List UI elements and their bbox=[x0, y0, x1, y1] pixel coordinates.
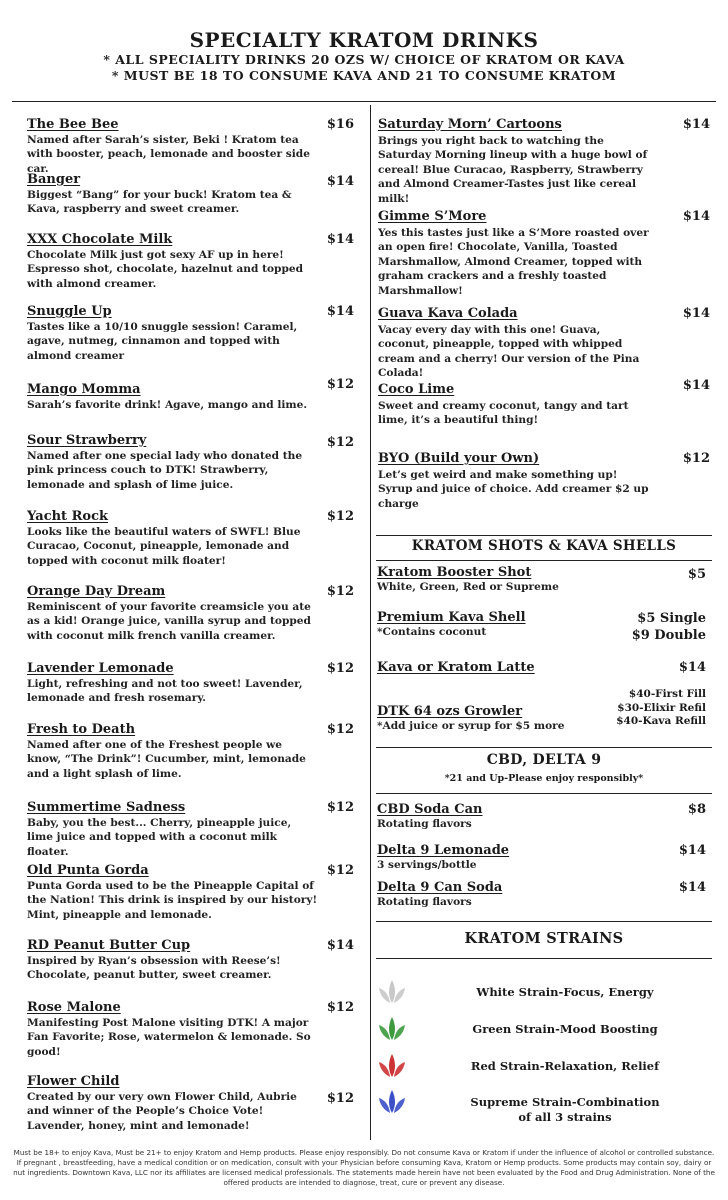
item-name: XXX Chocolate Milk bbox=[27, 232, 173, 247]
item-price: $14 bbox=[326, 304, 354, 319]
strain-label bbox=[430, 1022, 700, 1037]
item-description: Created by our very own Flower Child, Aubrie and winner of the People’s Choice Vote! Lavender, honey, mint and lemonade! bbox=[27, 1091, 297, 1132]
menu-item bbox=[27, 584, 319, 643]
item-price: $12 bbox=[326, 377, 354, 392]
menu-item bbox=[27, 938, 319, 983]
item-description: Named after one special lady who donated the pink princess couch to DTK! Strawberry, lemonade and splash of lime juice. bbox=[27, 450, 303, 491]
item-name: Summertime Sadness bbox=[27, 800, 186, 815]
menu-item bbox=[378, 306, 650, 381]
shots-top-divider bbox=[376, 535, 712, 536]
strain-label-line: Green Strain-Mood Boosting bbox=[472, 1022, 658, 1036]
menu-item bbox=[27, 304, 319, 363]
item-price-group bbox=[600, 610, 706, 644]
item-description: Tastes like a 10/10 snuggle session! Caramel, agave, nutmeg, cinnamon and topped with almond creamer bbox=[27, 321, 298, 362]
shots-bottom-divider bbox=[376, 560, 712, 561]
item-description: *Contains coconut bbox=[377, 626, 487, 638]
cbd-bottom-divider bbox=[376, 793, 712, 794]
strains-top-divider bbox=[376, 921, 712, 922]
item-name: Banger bbox=[27, 172, 81, 187]
cbd-age-note: *21 and Up-Please enjoy responsibly* bbox=[444, 773, 644, 784]
item-name: Delta 9 Lemonade bbox=[377, 843, 510, 858]
menu-item bbox=[27, 800, 319, 859]
menu-item bbox=[377, 704, 564, 733]
strain-label-line: Supreme Strain-Combination bbox=[470, 1095, 660, 1109]
item-price: $14 bbox=[682, 117, 710, 132]
item-name: Delta 9 Can Soda bbox=[377, 880, 503, 895]
item-price: $14 bbox=[678, 880, 706, 895]
menu-item bbox=[377, 610, 526, 639]
cbd-top-divider bbox=[376, 747, 712, 748]
item-description: *Add juice or syrup for $5 more bbox=[377, 720, 565, 732]
item-price: $12 bbox=[326, 435, 354, 450]
strain-label-line: Red Strain-Relaxation, Relief bbox=[470, 1059, 660, 1073]
item-price-group bbox=[586, 688, 706, 729]
strain-label-line: White Strain-Focus, Energy bbox=[476, 985, 654, 999]
item-name: DTK 64 ozs Growler bbox=[377, 704, 523, 719]
menu-item bbox=[27, 509, 319, 568]
menu-item bbox=[377, 565, 559, 594]
header-note-age: * MUST BE 18 TO CONSUME KAVA AND 21 TO CONSUME KRATOM bbox=[111, 68, 617, 83]
item-price: $14 bbox=[678, 660, 706, 675]
item-description: Looks like the beautiful waters of SWFL! Blue Curacao, Coconut, pineapple, lemonade and topped with coconut milk floater! bbox=[27, 526, 301, 567]
item-name: Kava or Kratom Latte bbox=[377, 660, 535, 675]
item-price: $16 bbox=[326, 117, 354, 132]
strain-label bbox=[430, 1095, 700, 1125]
item-name: Premium Kava Shell bbox=[377, 610, 526, 625]
header-note-size: * ALL SPECIALITY DRINKS 20 OZS W/ CHOICE OF KRATOM OR KAVA bbox=[103, 52, 625, 67]
item-price: $14 bbox=[678, 843, 706, 858]
strain-label-line: of all 3 strains bbox=[518, 1110, 612, 1124]
item-description: Chocolate Milk just got sexy AF up in here! Espresso shot, chocolate, hazelnut and topped with almond creamer. bbox=[27, 249, 304, 290]
item-name: Coco Lime bbox=[378, 382, 455, 397]
item-name: Orange Day Dream bbox=[27, 584, 166, 599]
item-description: Light, refreshing and not too sweet! Lavender, lemonade and fresh rosemary. bbox=[27, 678, 303, 705]
menu-item bbox=[27, 382, 319, 412]
shots-section-title: KRATOM SHOTS & KAVA SHELLS bbox=[411, 538, 677, 554]
item-name: Gimme S’More bbox=[378, 209, 487, 224]
item-price: $14 bbox=[326, 232, 354, 247]
legal-disclaimer: Must be 18+ to enjoy Kava, Must be 21+ to enjoy Kratom and Hemp products. Please enjoy responsibly. Do not consume Kava or Kratom if under the influence of alcohol or controlled substance. If pregnant , breastfeeding, have a medical condition or on medication, consult with your Physician before consuming Kava, Kratom or Hemp products. Some products may contain soy, dairy or nut ingredients. Downtown Kava, LLC nor its affiliates are licensed medical professionals. The statements made herein have not been evaluated by the Food and Drug Administration. None of the offered products are intended to diagnose, treat, cure or prevent any disease. bbox=[13, 1148, 715, 1187]
menu-header bbox=[0, 28, 728, 84]
item-description: Baby, you the best... Cherry, pineapple juice, lime juice and topped with a coconut milk floater. bbox=[27, 817, 292, 858]
item-description: Biggest “Bang” for your buck! Kratom tea & Kava, raspberry and sweet creamer. bbox=[27, 189, 292, 216]
menu-item bbox=[377, 802, 482, 831]
item-description: 3 servings/bottle bbox=[377, 859, 477, 871]
red-leaf-icon bbox=[377, 1052, 407, 1078]
item-description: Yes this tastes just like a S’More roasted over an open fire! Chocolate, Vanilla, Toasted Marshmallow, Almond Creamer, topped with graham crackers and a freshly toasted Marshmallow! bbox=[378, 227, 649, 297]
item-price: $14 bbox=[682, 306, 710, 321]
menu-item bbox=[378, 382, 650, 428]
item-price: $12 bbox=[326, 1000, 354, 1015]
menu-item bbox=[27, 433, 319, 492]
menu-item bbox=[27, 172, 319, 217]
item-price: $12 bbox=[326, 1091, 354, 1106]
menu-item bbox=[378, 117, 650, 206]
item-name: Flower Child bbox=[27, 1074, 120, 1089]
item-description: Manifesting Post Malone visiting DTK! A major Fan Favorite; Rose, watermelon & lemonade. So good! bbox=[27, 1017, 311, 1058]
item-description: Vacay every day with this one! Guava, coconut, pineapple, topped with whipped cream and a cherry! Our version of the Pina Colada! bbox=[378, 324, 640, 380]
menu-item bbox=[27, 232, 319, 291]
column-divider bbox=[370, 105, 371, 1140]
menu-item bbox=[27, 1000, 319, 1059]
item-price: $14 bbox=[326, 938, 354, 953]
item-price: $12 bbox=[326, 863, 354, 878]
item-price: $12 bbox=[326, 584, 354, 599]
item-description: White, Green, Red or Supreme bbox=[377, 581, 559, 593]
item-price: $9 Double bbox=[631, 628, 706, 643]
header-divider bbox=[12, 101, 716, 102]
item-price: $12 bbox=[326, 800, 354, 815]
item-name: Rose Malone bbox=[27, 1000, 121, 1015]
item-name: Mango Momma bbox=[27, 382, 141, 397]
item-price: $12 bbox=[326, 722, 354, 737]
strain-label bbox=[430, 1059, 700, 1074]
menu-item bbox=[378, 209, 650, 298]
item-price: $8 bbox=[687, 802, 706, 817]
menu-title: SPECIALTY KRATOM DRINKS bbox=[189, 28, 539, 52]
item-price: $14 bbox=[326, 174, 354, 189]
item-description: Inspired by Ryan’s obsession with Reese’s! Chocolate, peanut butter, sweet creamer. bbox=[27, 955, 281, 982]
item-price: $14 bbox=[682, 378, 710, 393]
item-name: Snuggle Up bbox=[27, 304, 112, 319]
item-name: Sour Strawberry bbox=[27, 433, 147, 448]
menu-item bbox=[27, 722, 319, 781]
green-leaf-icon bbox=[377, 1015, 407, 1041]
item-name: Saturday Morn’ Cartoons bbox=[378, 117, 562, 132]
item-name: Fresh to Death bbox=[27, 722, 136, 737]
strains-section-title: KRATOM STRAINS bbox=[464, 930, 624, 947]
item-price: $5 Single bbox=[637, 611, 706, 626]
menu-item bbox=[27, 661, 319, 706]
item-price: $12 bbox=[326, 661, 354, 676]
item-description: Sarah’s favorite drink! Agave, mango and lime. bbox=[27, 399, 308, 411]
item-name: Yacht Rock bbox=[27, 509, 108, 524]
item-name: Old Punta Gorda bbox=[27, 863, 149, 878]
menu-item bbox=[378, 451, 650, 511]
cbd-section-title: CBD, DELTA 9 bbox=[486, 752, 602, 768]
item-name: RD Peanut Butter Cup bbox=[27, 938, 191, 953]
item-description: Let’s get weird and make something up! Syrup and juice of choice. Add creamer $2 up charge bbox=[378, 469, 649, 510]
item-description: Rotating flavors bbox=[377, 818, 472, 830]
blue-leaf-icon bbox=[377, 1088, 407, 1114]
item-name: BYO (Build your Own) bbox=[378, 451, 540, 466]
strain-label bbox=[430, 985, 700, 1000]
menu-item bbox=[27, 1074, 319, 1133]
menu-item bbox=[377, 880, 502, 909]
menu-item bbox=[377, 843, 509, 872]
menu-item bbox=[27, 117, 319, 176]
item-price: $12 bbox=[682, 451, 710, 466]
item-name: Kratom Booster Shot bbox=[377, 565, 532, 580]
item-name: Lavender Lemonade bbox=[27, 661, 174, 676]
item-description: Rotating flavors bbox=[377, 896, 472, 908]
item-description: Brings you right back to watching the Saturday Morning lineup with a huge bowl of cereal! Blue Curacao, Raspberry, Strawberry and Almond Creamer-Tastes just like cereal milk! bbox=[378, 135, 648, 205]
item-description: Named after Sarah’s sister, Beki ! Kratom tea with booster, peach, lemonade and booster side car. bbox=[27, 134, 310, 175]
menu-item bbox=[377, 660, 535, 675]
item-price: $30-Elixir Refil bbox=[617, 701, 706, 714]
item-description: Sweet and creamy coconut, tangy and tart lime, it’s a beautiful thing! bbox=[378, 400, 629, 427]
item-description: Punta Gorda used to be the Pineapple Capital of the Nation! This drink is inspired by our history! Mint, pineapple and lemonade. bbox=[27, 880, 318, 921]
strains-bottom-divider bbox=[376, 958, 712, 959]
item-price: $5 bbox=[687, 567, 706, 582]
item-price: $12 bbox=[326, 509, 354, 524]
item-price: $14 bbox=[682, 209, 710, 224]
item-description: Reminiscent of your favorite creamsicle you ate as a kid! Orange juice, vanilla syrup and topped with coconut milk french vanilla creamer. bbox=[27, 601, 311, 642]
menu-item bbox=[27, 863, 319, 922]
item-price: $40-Kava Refill bbox=[616, 715, 706, 727]
item-price: $40-First Fill bbox=[628, 688, 706, 700]
item-name: The Bee Bee bbox=[27, 117, 119, 132]
white-leaf-icon bbox=[377, 978, 407, 1004]
item-name: Guava Kava Colada bbox=[378, 306, 518, 321]
item-description: Named after one of the Freshest people we know, “The Drink”! Cucumber, mint, lemonade and a light splash of lime. bbox=[27, 739, 306, 780]
item-name: CBD Soda Can bbox=[377, 802, 483, 817]
